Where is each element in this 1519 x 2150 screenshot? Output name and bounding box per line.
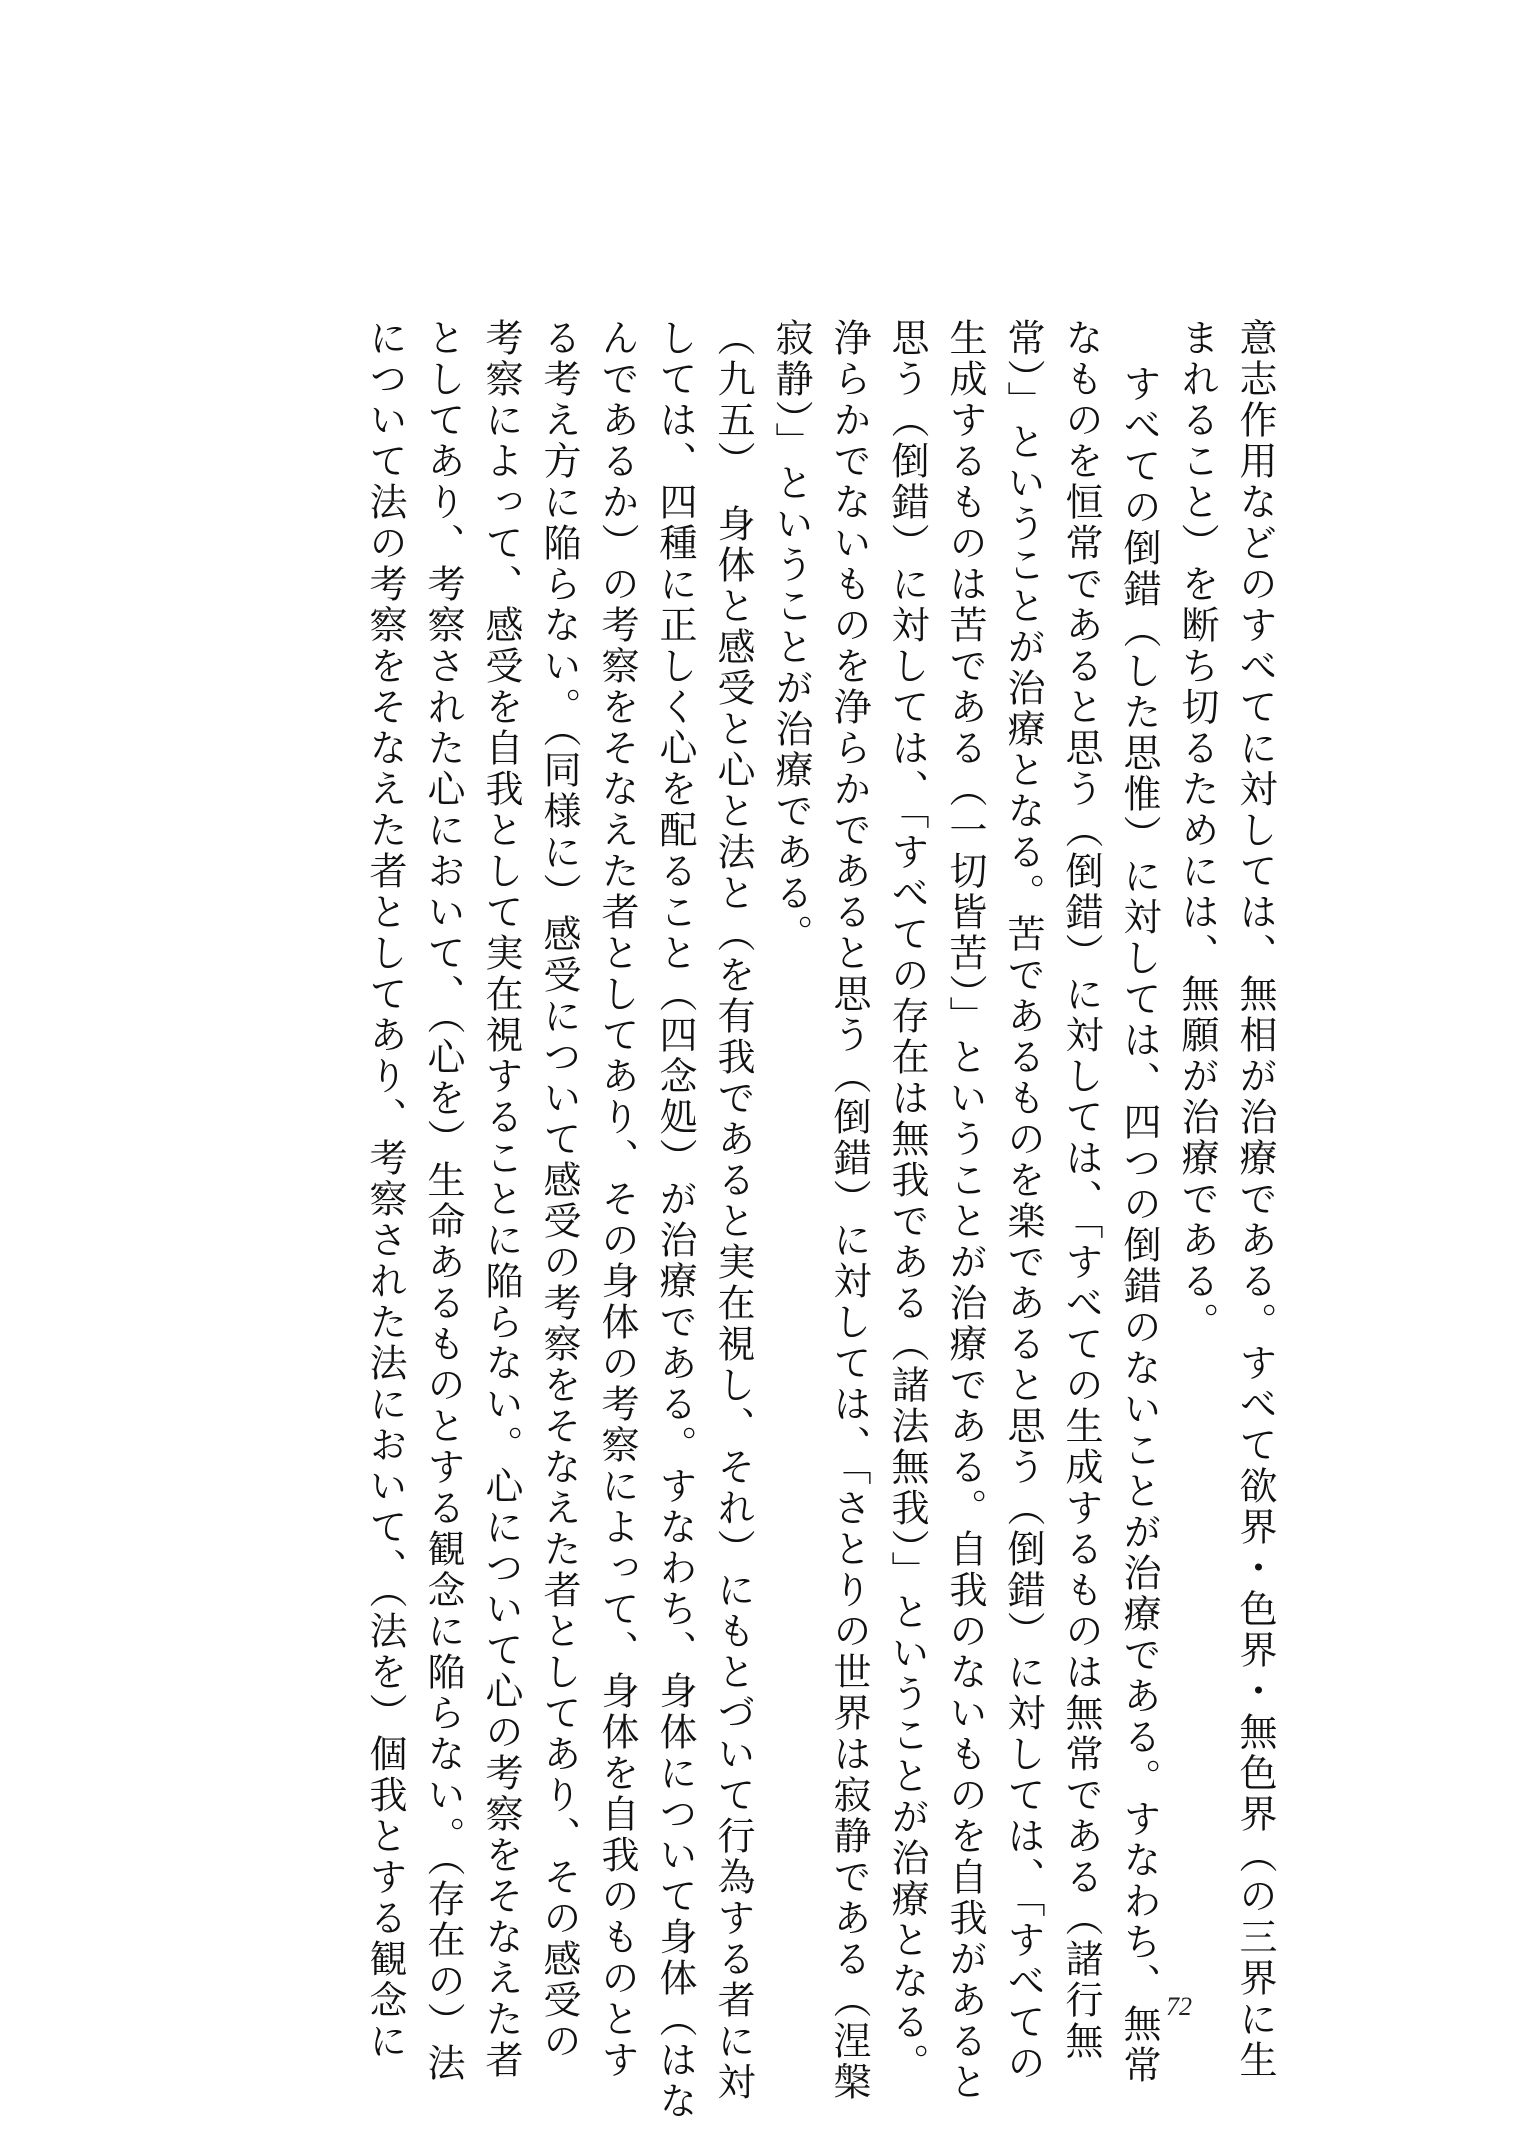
text-line: る考え方に陥らない。（同様に）感受について感受の考察をそなえた者としてあり、その感受の [537,318,581,2062]
text-line: 意志作用などのすべてに対しては、無相が治療である。すべて欲界・色界・無色界（の三界に生 [1233,318,1277,2081]
text-line: （九五） 身体と感受と心と法と（を有我であると実在視し、それ）にもとづいて行為する者に対 [711,318,755,2103]
text-line: 生成するものは苦である（一切皆苦）」ということが治療である。自我のないものを自我があると [943,318,987,2103]
text-line: について法の考察をそなえた者としてあり、考察された法において、（法を）個我とする観念に [363,318,407,2062]
text-line: 浄らかでないものを浄らかであると思う（倒錯）に対しては、「さとりの世界は寂静である（涅槃 [827,318,871,2103]
text-line: 常）」ということが治療となる。苦であるものを楽であると思う（倒錯）に対しては、「すべての [1001,318,1045,2084]
text-line: まれること）を断ち切るためには、無願が治療である。 [1175,318,1219,1343]
text-line: なものを恒常であると思う（倒錯）に対しては、「すべての生成するものは無常である（諸行無 [1059,318,1103,2062]
text-line: しては、四種に正しく心を配ること（四念処）が治療である。すなわち、身体について身体（はな [653,318,697,2122]
text-line: 考察によって、感受を自我として実在視することに陥らない。心について心の考察をそなえた者 [479,318,523,2081]
text-line: 思う（倒錯）に対しては、「すべての存在は無我である（諸法無我）」ということが治療となる。 [885,318,929,2084]
page-number: 72 [1166,1992,1192,2021]
text-line: んであるか）の考察をそなえた者としてあり、その身体の考察によって、身体を自我のものとす [595,318,639,2081]
text-line: 寂静）」ということが治療である。 [769,318,813,955]
text-line: すべての倒錯（した思惟）に対しては、四つの倒錯のないことが治療である。すなわち、無常 [1117,363,1161,2086]
text-line: としてあり、考察された心において、（心を）生命あるものとする観念に陥らない。（存在の）法 [421,318,465,2084]
